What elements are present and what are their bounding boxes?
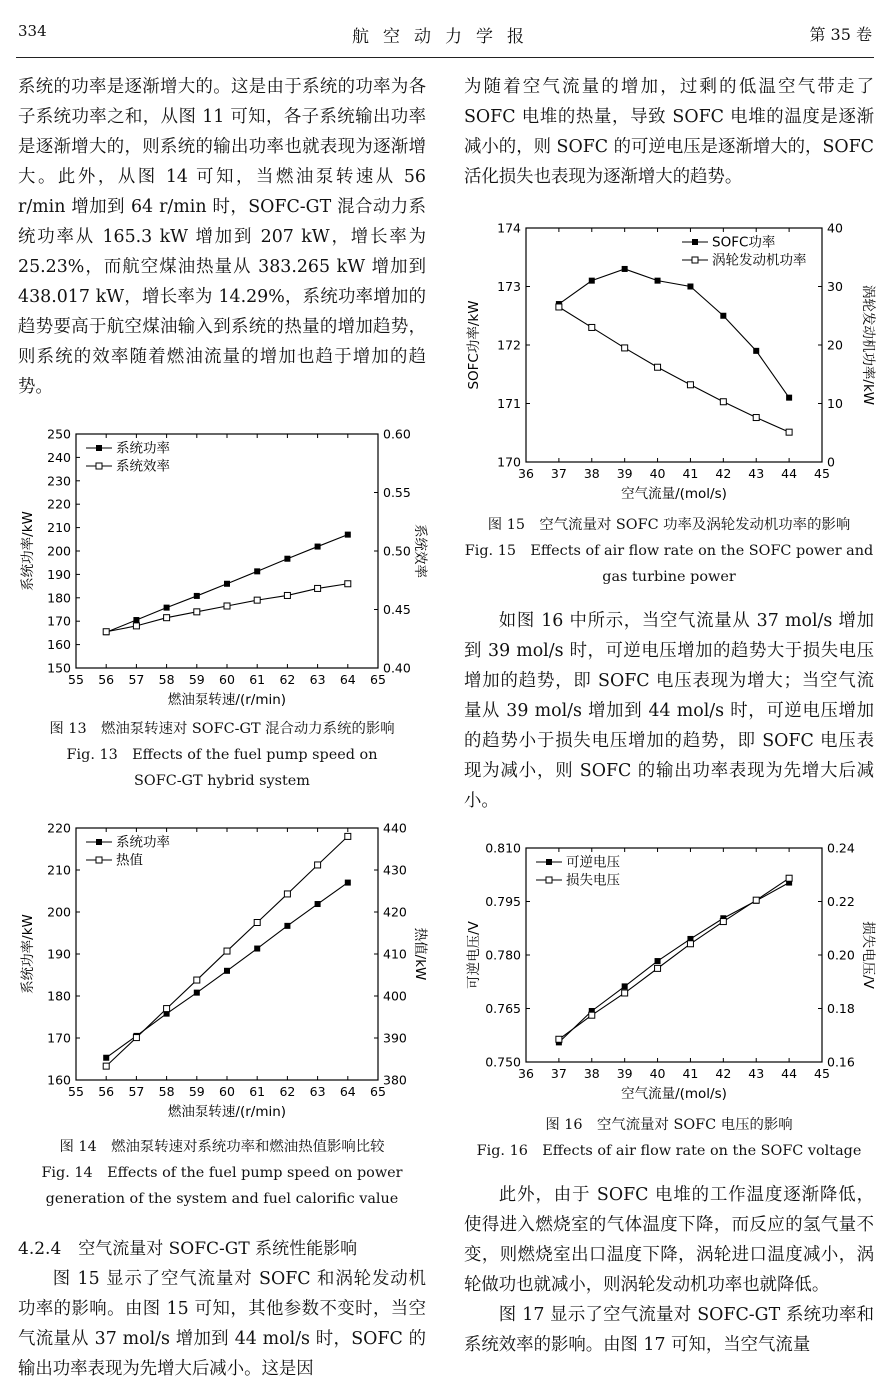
- y2-tick-label: 380: [383, 1072, 407, 1088]
- data-point-open: [254, 597, 260, 603]
- y-tick-label: 0.750: [485, 1054, 521, 1070]
- data-point-open: [687, 382, 693, 388]
- y-tick-label: 200: [47, 543, 71, 559]
- y2-tick-label: 420: [383, 904, 407, 920]
- right-column: [464, 72, 874, 192]
- data-point-open: [224, 948, 230, 954]
- data-point-open: [164, 615, 170, 621]
- y2-tick-label: 0.22: [827, 894, 855, 909]
- right-paragraph-2: 如图 16 中所示，当空气流量从 37 mol/s 增加到 39 mol/s 时，可逆电压增加的趋势大于损失电压增加的趋势，即 SOFC 电压表现为增大；当空气流量从 39 mol/s 增加到 44 mol/s 时，可逆电压增加的趋势小于损失电压增加的趋势，即 SOFC 电压表现为减小，则 SOFC 的输出功率表现为先增大后减小。: [464, 611, 874, 811]
- fig13-caption-cn: 图 13 燃油泵转速对 SOFC-GT 混合动力系统的影响: [49, 721, 395, 737]
- y2-axis-label: 损失电压/V: [860, 921, 876, 989]
- x-tick-label: 55: [68, 672, 84, 687]
- y-axis-label: 系统功率/kW: [20, 914, 36, 994]
- y2-tick-label: 390: [383, 1030, 407, 1046]
- figure-13-caption: [18, 716, 426, 794]
- data-point-filled: [589, 278, 595, 284]
- x-tick-label: 64: [339, 1084, 356, 1099]
- data-point-filled: [254, 946, 260, 952]
- fig16-caption-cn: 图 16 空气流量对 SOFC 电压的影响: [545, 1117, 793, 1133]
- fig16-caption-en: Fig. 16 Effects of air flow rate on the SOFC voltage: [476, 1143, 862, 1159]
- data-point-open: [315, 585, 321, 591]
- right-paragraph-1: 为随着空气流量的增加，过剩的低温空气带走了 SOFC 电堆的热量，导致 SOFC 电堆的温度是逐渐减小的，则 SOFC 的可逆电压是逐渐增大的，SOFC 活化损失也表现为逐渐增大的趋势。: [464, 77, 874, 187]
- x-tick-label: 61: [249, 672, 266, 687]
- data-point-open: [133, 1035, 139, 1041]
- x-tick-label: 39: [616, 1066, 633, 1081]
- data-point-filled: [655, 958, 661, 964]
- x-tick-label: 62: [279, 672, 296, 687]
- legend-marker: [96, 445, 102, 451]
- x-tick-label: 42: [715, 466, 732, 481]
- x-tick-label: 65: [370, 1084, 386, 1099]
- x-tick-label: 55: [68, 1084, 84, 1099]
- y-axis-label: SOFC功率/kW: [466, 300, 482, 390]
- data-point-open: [133, 623, 139, 629]
- fig14-svg: [18, 818, 426, 1124]
- plot-background: [18, 818, 426, 1124]
- y-tick-label: 180: [47, 988, 71, 1004]
- data-point-open: [164, 1006, 170, 1012]
- y2-tick-label: 0: [827, 454, 835, 470]
- x-tick-label: 60: [219, 672, 235, 687]
- data-point-filled: [655, 278, 661, 284]
- x-tick-label: 58: [158, 672, 175, 687]
- x-tick-label: 65: [370, 672, 386, 687]
- legend-label: 系统功率: [116, 440, 170, 457]
- x-tick-label: 43: [748, 1066, 765, 1081]
- page-number: 334: [18, 22, 47, 40]
- y-tick-label: 210: [47, 520, 71, 536]
- left-paragraph-1: 系统的功率是逐渐增大的。这是由于系统的功率为各子系统功率之和，从图 11 可知，各子系统输出功率是逐渐增大的，则系统的输出功率也就表现为逐渐增大。此外，从图 14 可知，当燃油泵转速从 56 r/min 增加到 64 r/min 时，SOFC-GT 混合动力系统功率从 165.3 kW 增加到 207 kW，增长率为 25.23%，而航空煤油热量从 383.265 kW 增加到 438.017 kW，增长率为 14.29%，系统功率增加的趋势要高于航空煤油输入到系统的热量的增加趋势，则系统的效率随着燃油流量的增加也趋于增加的趋势。: [18, 77, 426, 397]
- y2-axis-label: 系统效率: [412, 524, 428, 578]
- x-tick-label: 56: [98, 1084, 115, 1099]
- data-point-filled: [315, 544, 321, 550]
- y-tick-label: 0.810: [485, 840, 521, 856]
- x-axis-label: 空气流量/(mol/s): [621, 486, 727, 502]
- y2-tick-label: 0.20: [827, 947, 855, 963]
- x-tick-label: 36: [518, 466, 534, 481]
- y2-tick-label: 0.16: [827, 1054, 855, 1070]
- x-tick-label: 36: [518, 1066, 534, 1081]
- y-tick-label: 170: [497, 454, 521, 470]
- y-tick-label: 172: [497, 337, 521, 353]
- data-point-open: [103, 629, 109, 635]
- legend-marker: [96, 839, 102, 845]
- y-tick-label: 190: [47, 946, 71, 962]
- y-tick-label: 0.780: [485, 947, 521, 963]
- data-point-open: [194, 977, 200, 983]
- data-point-filled: [345, 880, 351, 886]
- data-point-open: [315, 862, 321, 868]
- data-point-open: [345, 833, 351, 839]
- legend-marker: [96, 463, 102, 469]
- data-point-open: [194, 609, 200, 615]
- data-point-open: [622, 345, 628, 351]
- data-point-open: [753, 897, 759, 903]
- x-tick-label: 40: [649, 466, 666, 481]
- y2-tick-label: 0.50: [383, 543, 411, 559]
- x-axis-label: 空气流量/(mol/s): [621, 1086, 727, 1102]
- x-tick-label: 38: [583, 1066, 600, 1081]
- data-point-open: [254, 920, 260, 926]
- y-tick-label: 200: [47, 904, 71, 920]
- x-tick-label: 41: [682, 1066, 699, 1081]
- x-tick-label: 59: [188, 1084, 205, 1099]
- legend-marker: [546, 859, 552, 865]
- data-point-filled: [622, 983, 628, 989]
- x-tick-label: 44: [781, 466, 798, 481]
- section-heading: 4.2.4 空气流量对 SOFC-GT 系统性能影响: [18, 1239, 358, 1259]
- x-tick-label: 42: [715, 1066, 732, 1081]
- header-rule: [16, 57, 874, 58]
- y-tick-label: 174: [497, 220, 521, 236]
- fig15-svg: [464, 214, 874, 506]
- data-point-open: [720, 919, 726, 925]
- x-axis-label: 燃油泵转速/(r/min): [167, 692, 287, 708]
- y-tick-label: 240: [47, 449, 71, 465]
- data-point-filled: [786, 395, 792, 401]
- y2-tick-label: 0.55: [383, 485, 411, 500]
- data-point-filled: [315, 901, 321, 907]
- legend-label: 系统功率: [116, 834, 170, 851]
- data-point-open: [556, 1036, 562, 1042]
- y-tick-label: 190: [47, 566, 71, 582]
- data-point-open: [556, 304, 562, 310]
- x-tick-label: 39: [616, 466, 633, 481]
- data-point-filled: [284, 556, 290, 562]
- x-tick-label: 59: [188, 672, 205, 687]
- y-tick-label: 173: [497, 279, 521, 294]
- data-point-filled: [194, 593, 200, 599]
- data-point-filled: [345, 532, 351, 538]
- x-tick-label: 41: [682, 466, 699, 481]
- fig15-caption-cn: 图 15 空气流量对 SOFC 功率及涡轮发动机功率的影响: [487, 517, 851, 533]
- fig14-caption-cn: 图 14 燃油泵转速对系统功率和燃油热值影响比较: [59, 1139, 385, 1155]
- legend-label: SOFC功率: [712, 234, 776, 251]
- left-paragraph-2: 图 15 显示了空气流量对 SOFC 和涡轮发动机功率的影响。由图 15 可知，其他参数不变时，当空气流量从 37 mol/s 增加到 44 mol/s 时，SOFC 的输出功率表现为先增大后减小。这是因: [18, 1269, 426, 1379]
- data-point-open: [622, 990, 628, 996]
- data-point-filled: [164, 605, 170, 611]
- x-tick-label: 63: [309, 1084, 326, 1099]
- data-point-open: [345, 581, 351, 587]
- y-tick-label: 220: [47, 496, 71, 512]
- fig14-caption-en: Fig. 14 Effects of the fuel pump speed on power generation of the system and fuel calorific value: [41, 1165, 403, 1207]
- x-tick-label: 57: [128, 1084, 145, 1099]
- legend-marker: [692, 239, 698, 245]
- data-point-open: [284, 592, 290, 598]
- journal-title: 航空动力学报: [352, 27, 538, 47]
- y-tick-label: 0.765: [485, 1001, 521, 1016]
- y-tick-label: 220: [47, 820, 71, 836]
- fig13-caption-en: Fig. 13 Effects of the fuel pump speed on SOFC-GT hybrid system: [66, 747, 378, 789]
- left-column: [18, 72, 426, 402]
- x-axis-label: 燃油泵转速/(r/min): [167, 1104, 287, 1120]
- data-point-filled: [103, 1055, 109, 1061]
- x-tick-label: 40: [649, 1066, 666, 1081]
- x-tick-label: 37: [550, 466, 567, 481]
- legend-marker: [692, 257, 698, 263]
- x-tick-label: 56: [98, 672, 115, 687]
- x-tick-label: 57: [128, 672, 145, 687]
- y-tick-label: 150: [47, 660, 71, 676]
- running-header: [0, 0, 890, 60]
- data-point-filled: [622, 266, 628, 272]
- y2-tick-label: 10: [827, 396, 843, 411]
- y2-tick-label: 0.24: [827, 840, 855, 856]
- x-tick-label: 44: [781, 1066, 798, 1081]
- data-point-open: [753, 415, 759, 421]
- legend-label: 涡轮发动机功率: [712, 252, 807, 269]
- fig13-svg: [18, 420, 426, 712]
- figure-14-chart: [18, 818, 426, 1124]
- legend-label: 可逆电压: [566, 854, 620, 871]
- y-tick-label: 171: [497, 396, 521, 411]
- y2-tick-label: 410: [383, 946, 407, 962]
- y-tick-label: 210: [47, 862, 71, 878]
- data-point-filled: [687, 284, 693, 290]
- x-tick-label: 45: [814, 1066, 830, 1081]
- y2-axis-label: 热值/kW: [412, 927, 428, 981]
- data-point-open: [720, 399, 726, 405]
- volume-label: 第 35 卷: [809, 25, 872, 44]
- y-tick-label: 250: [47, 426, 71, 442]
- data-point-filled: [224, 581, 230, 587]
- legend-label: 热值: [116, 852, 143, 869]
- data-point-open: [224, 603, 230, 609]
- data-point-open: [589, 1012, 595, 1018]
- data-point-open: [284, 891, 290, 897]
- legend-label: 损失电压: [566, 872, 620, 889]
- figure-16-chart: [464, 836, 874, 1106]
- x-tick-label: 61: [249, 1084, 266, 1099]
- y-tick-label: 160: [47, 1072, 71, 1088]
- y-tick-label: 180: [47, 590, 71, 606]
- data-point-filled: [133, 617, 139, 623]
- x-tick-label: 58: [158, 1084, 175, 1099]
- right-paragraph-3: 此外，由于 SOFC 电堆的工作温度逐渐降低，使得进入燃烧室的气体温度下降，而反应的氢气量不变，则燃烧室出口温度下降，涡轮进口温度减小，涡轮做功也就减小，则涡轮发动机功率也就降低。: [464, 1185, 874, 1295]
- y2-tick-label: 20: [827, 337, 843, 353]
- y2-tick-label: 40: [827, 220, 843, 236]
- figure-13-chart: [18, 420, 426, 712]
- data-point-filled: [284, 923, 290, 929]
- data-point-filled: [194, 990, 200, 996]
- y-tick-label: 230: [47, 473, 71, 489]
- y-tick-label: 160: [47, 637, 71, 653]
- y2-tick-label: 430: [383, 862, 407, 878]
- y2-axis-label: 涡轮发动机功率/kW: [860, 284, 876, 406]
- data-point-filled: [753, 348, 759, 354]
- legend-label: 系统效率: [116, 458, 170, 475]
- x-tick-label: 63: [309, 672, 326, 687]
- y-axis-label: 可逆电压/V: [466, 921, 482, 989]
- legend-marker: [546, 877, 552, 883]
- y2-tick-label: 0.18: [827, 1001, 855, 1016]
- figure-14-caption: [18, 1134, 426, 1212]
- right-paragraph-4: 图 17 显示了空气流量对 SOFC-GT 系统功率和系统效率的影响。由图 17 可知，当空气流量: [464, 1305, 874, 1355]
- x-tick-label: 37: [550, 1066, 567, 1081]
- y-tick-label: 170: [47, 1030, 71, 1046]
- data-point-filled: [254, 568, 260, 574]
- y-tick-label: 170: [47, 613, 71, 629]
- x-tick-label: 43: [748, 466, 765, 481]
- right-lower-text: [464, 1180, 874, 1360]
- fig16-svg: [464, 836, 874, 1106]
- data-point-filled: [224, 968, 230, 974]
- y2-tick-label: 440: [383, 820, 407, 836]
- figure-15-chart: [464, 214, 874, 506]
- y2-tick-label: 0.60: [383, 426, 411, 442]
- data-point-open: [786, 429, 792, 435]
- y-axis-label: 系统功率/kW: [20, 511, 36, 591]
- x-tick-label: 60: [219, 1084, 235, 1099]
- figure-15-caption: [464, 512, 874, 590]
- figure-16-caption: [464, 1112, 874, 1164]
- y2-tick-label: 0.45: [383, 602, 411, 617]
- data-point-open: [786, 875, 792, 881]
- left-lower-text: [18, 1234, 426, 1384]
- data-point-filled: [720, 313, 726, 319]
- x-tick-label: 45: [814, 466, 830, 481]
- x-tick-label: 38: [583, 466, 600, 481]
- data-point-open: [589, 324, 595, 330]
- fig15-caption-en: Fig. 15 Effects of air flow rate on the SOFC power and gas turbine power: [464, 543, 874, 585]
- x-tick-label: 62: [279, 1084, 296, 1099]
- y2-tick-label: 0.40: [383, 660, 411, 676]
- y-tick-label: 0.795: [485, 894, 521, 909]
- x-tick-label: 64: [339, 672, 356, 687]
- y2-tick-label: 400: [383, 988, 407, 1004]
- data-point-open: [687, 941, 693, 947]
- legend-marker: [96, 857, 102, 863]
- right-middle-text: [464, 606, 874, 816]
- data-point-open: [655, 965, 661, 971]
- y2-tick-label: 30: [827, 279, 843, 294]
- data-point-open: [655, 364, 661, 370]
- data-point-open: [103, 1063, 109, 1069]
